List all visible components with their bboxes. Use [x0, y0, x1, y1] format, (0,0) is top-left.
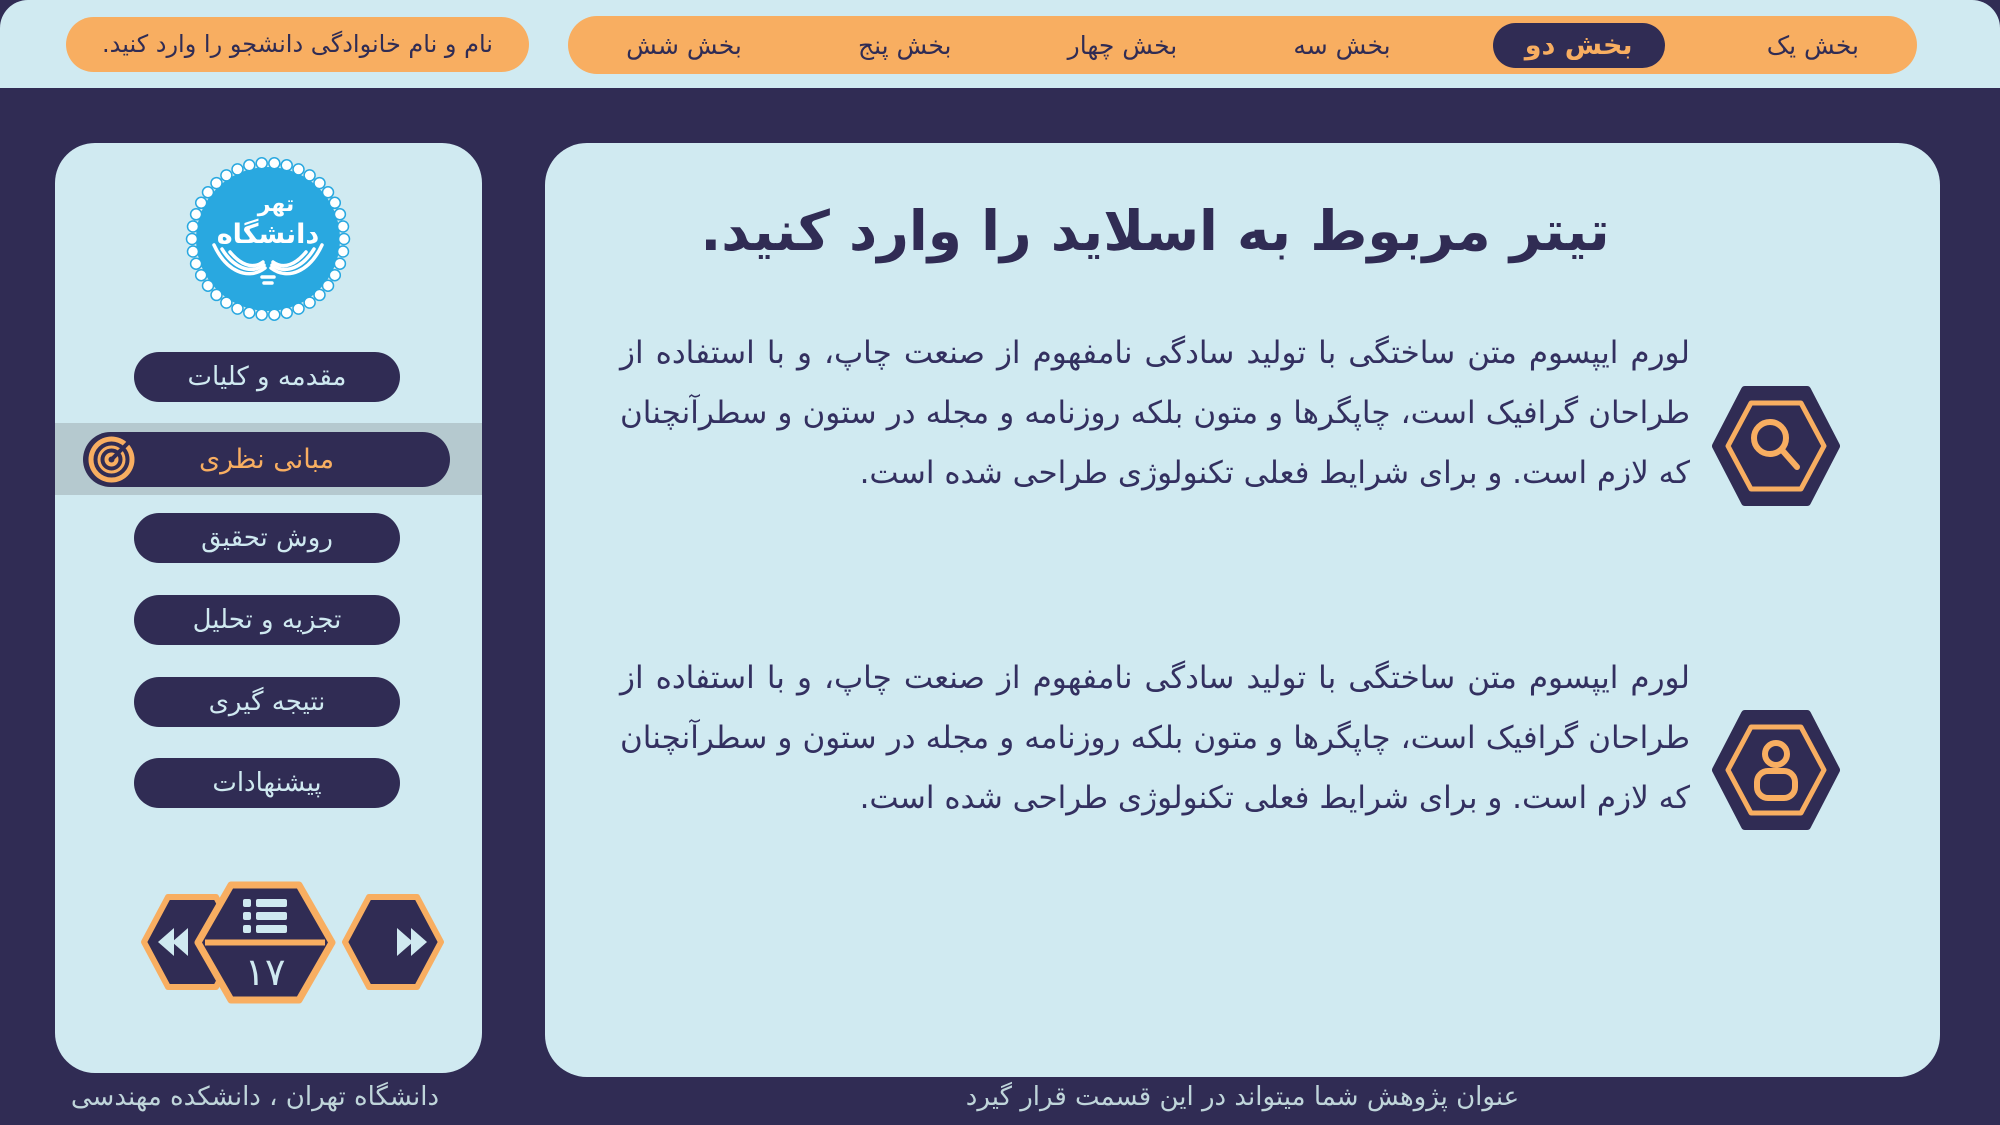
next-slide-button[interactable]: [341, 893, 445, 991]
content-panel: [545, 143, 1940, 1077]
menu-item-theoretical-foundations[interactable]: [83, 432, 450, 487]
top-bar: [0, 0, 2000, 88]
tab-section-5[interactable]: بخش پنج: [857, 30, 952, 60]
tab-section-6[interactable]: بخش شش: [626, 30, 742, 60]
list-icon: [243, 899, 287, 933]
paragraph-1: لورم ایپسوم متن ساختگی با تولید سادگی نامفهوم از صنعت چاپ، و با استفاده از طراحان گرافیک است، چاپگرها و متون بلکه روزنامه و مجله در ستون و سطرآنچنان که لازم است. و برای شرایط فعلی تکنولوژی طراحی شده است.: [620, 335, 1690, 491]
menu-item-label: مبانی نظری: [198, 444, 335, 475]
svg-text:دانشگاه: دانشگاه: [216, 219, 320, 250]
research-title-footer-text: عنوان پژوهش شما میتواند در این قسمت قرار گیرد: [965, 1082, 1520, 1112]
slide-index-button[interactable]: [193, 880, 337, 1005]
tab-section-1[interactable]: بخش یک: [1766, 30, 1859, 60]
paragraph-2: لورم ایپسوم متن ساختگی با تولید سادگی نامفهوم از صنعت چاپ، و با استفاده از طراحان گرافیک است، چاپگرها و متون بلکه روزنامه و مجله در ستون و سطرآنچنان که لازم است. و برای شرایط فعلی تکنولوژی طراحی شده است.: [620, 660, 1690, 816]
magnifier-icon: [1712, 386, 1840, 506]
university-of-tehran-logo: [178, 149, 358, 329]
student-name-pill[interactable]: نام و نام خانوادگی دانشجو را وارد کنید.: [66, 17, 529, 72]
sidebar: [55, 143, 482, 1073]
sidebar-footer-text: دانشگاه تهران ، دانشکده مهندسی: [70, 1082, 440, 1112]
tab-section-3[interactable]: بخش سه: [1293, 30, 1391, 60]
slide-title: تیتر مربوط به اسلاید را وارد کنید.: [700, 198, 1610, 263]
section-tabs: [568, 16, 1917, 74]
tab-section-2[interactable]: بخش دو: [1493, 23, 1665, 68]
slide-pager: [140, 880, 445, 1005]
person-icon: [1712, 710, 1840, 830]
menu-item-analysis[interactable]: تجزیه و تحلیل: [134, 595, 400, 645]
page-number: ۱۷: [244, 950, 286, 994]
menu-item-introduction[interactable]: مقدمه و کلیات: [134, 352, 400, 402]
menu-item-suggestions[interactable]: پیشنهادات: [134, 758, 400, 808]
target-icon: [87, 435, 136, 484]
menu-item-research-method[interactable]: روش تحقیق: [134, 513, 400, 563]
svg-text:تهر: تهر: [257, 192, 295, 217]
menu-item-conclusion[interactable]: نتیجه گیری: [134, 677, 400, 727]
tab-section-4[interactable]: بخش چهار: [1067, 30, 1178, 60]
